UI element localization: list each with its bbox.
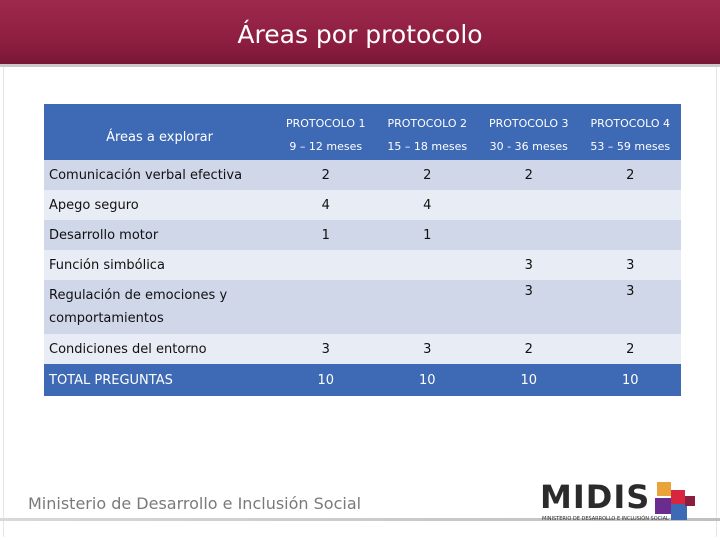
protocol-4-header: PROTOCOLO 4	[580, 104, 682, 132]
cell-value	[580, 220, 682, 250]
table-row	[44, 280, 681, 334]
cell-value: 3	[580, 280, 682, 334]
table-row	[44, 250, 681, 280]
cell-value: 4	[275, 190, 377, 220]
table-row	[44, 190, 681, 220]
cell-value: 3	[478, 280, 580, 334]
protocol-3-header: PROTOCOLO 3	[478, 104, 580, 132]
cell-value	[478, 190, 580, 220]
midis-logo	[540, 478, 700, 528]
total-label: TOTAL PREGUNTAS	[44, 364, 275, 396]
logo-squares-icon	[653, 482, 697, 524]
protocol-2-age: 15 – 18 meses	[377, 132, 479, 160]
total-value: 10	[275, 364, 377, 396]
protocol-header-row	[44, 104, 681, 132]
cell-value: 1	[377, 220, 479, 250]
cell-value: 4	[377, 190, 479, 220]
area-name: Comunicación verbal efectiva	[44, 160, 275, 190]
total-value: 10	[478, 364, 580, 396]
area-name: Regulación de emociones y comportamientos	[44, 280, 275, 334]
logo-text: MIDIS	[540, 478, 651, 516]
cell-value: 3	[580, 250, 682, 280]
cell-value	[478, 220, 580, 250]
cell-value: 2	[478, 334, 580, 364]
cell-value	[580, 190, 682, 220]
area-name: Desarrollo motor	[44, 220, 275, 250]
table-row	[44, 334, 681, 364]
cell-value: 2	[478, 160, 580, 190]
area-name: Función simbólica	[44, 250, 275, 280]
cell-value: 2	[580, 334, 682, 364]
table-row	[44, 220, 681, 250]
total-value: 10	[377, 364, 479, 396]
area-name: Apego seguro	[44, 190, 275, 220]
protocol-4-age: 53 – 59 meses	[580, 132, 682, 160]
logo-subtitle: MINISTERIO DE DESARROLLO E INCLUSIÓN SOCIAL	[542, 516, 669, 522]
cell-value: 1	[275, 220, 377, 250]
cell-value: 2	[275, 160, 377, 190]
cell-value: 3	[275, 334, 377, 364]
protocol-1-age: 9 – 12 meses	[275, 132, 377, 160]
cell-value: 2	[580, 160, 682, 190]
total-row	[44, 364, 681, 396]
protocol-3-age: 30 - 36 meses	[478, 132, 580, 160]
cell-value: 3	[478, 250, 580, 280]
area-name: Condiciones del entorno	[44, 334, 275, 364]
areas-column-header: Áreas a explorar	[44, 104, 275, 160]
cell-value	[377, 280, 479, 334]
protocol-1-header: PROTOCOLO 1	[275, 104, 377, 132]
total-value: 10	[580, 364, 682, 396]
cell-value: 2	[377, 160, 479, 190]
slide-title: Áreas por protocolo	[237, 20, 483, 49]
cell-value: 3	[377, 334, 479, 364]
cell-value	[377, 250, 479, 280]
cell-value	[275, 250, 377, 280]
table-row	[44, 160, 681, 190]
ministry-name: Ministerio de Desarrollo e Inclusión Social	[28, 494, 362, 513]
cell-value	[275, 280, 377, 334]
protocol-areas-table	[44, 104, 681, 396]
protocol-2-header: PROTOCOLO 2	[377, 104, 479, 132]
